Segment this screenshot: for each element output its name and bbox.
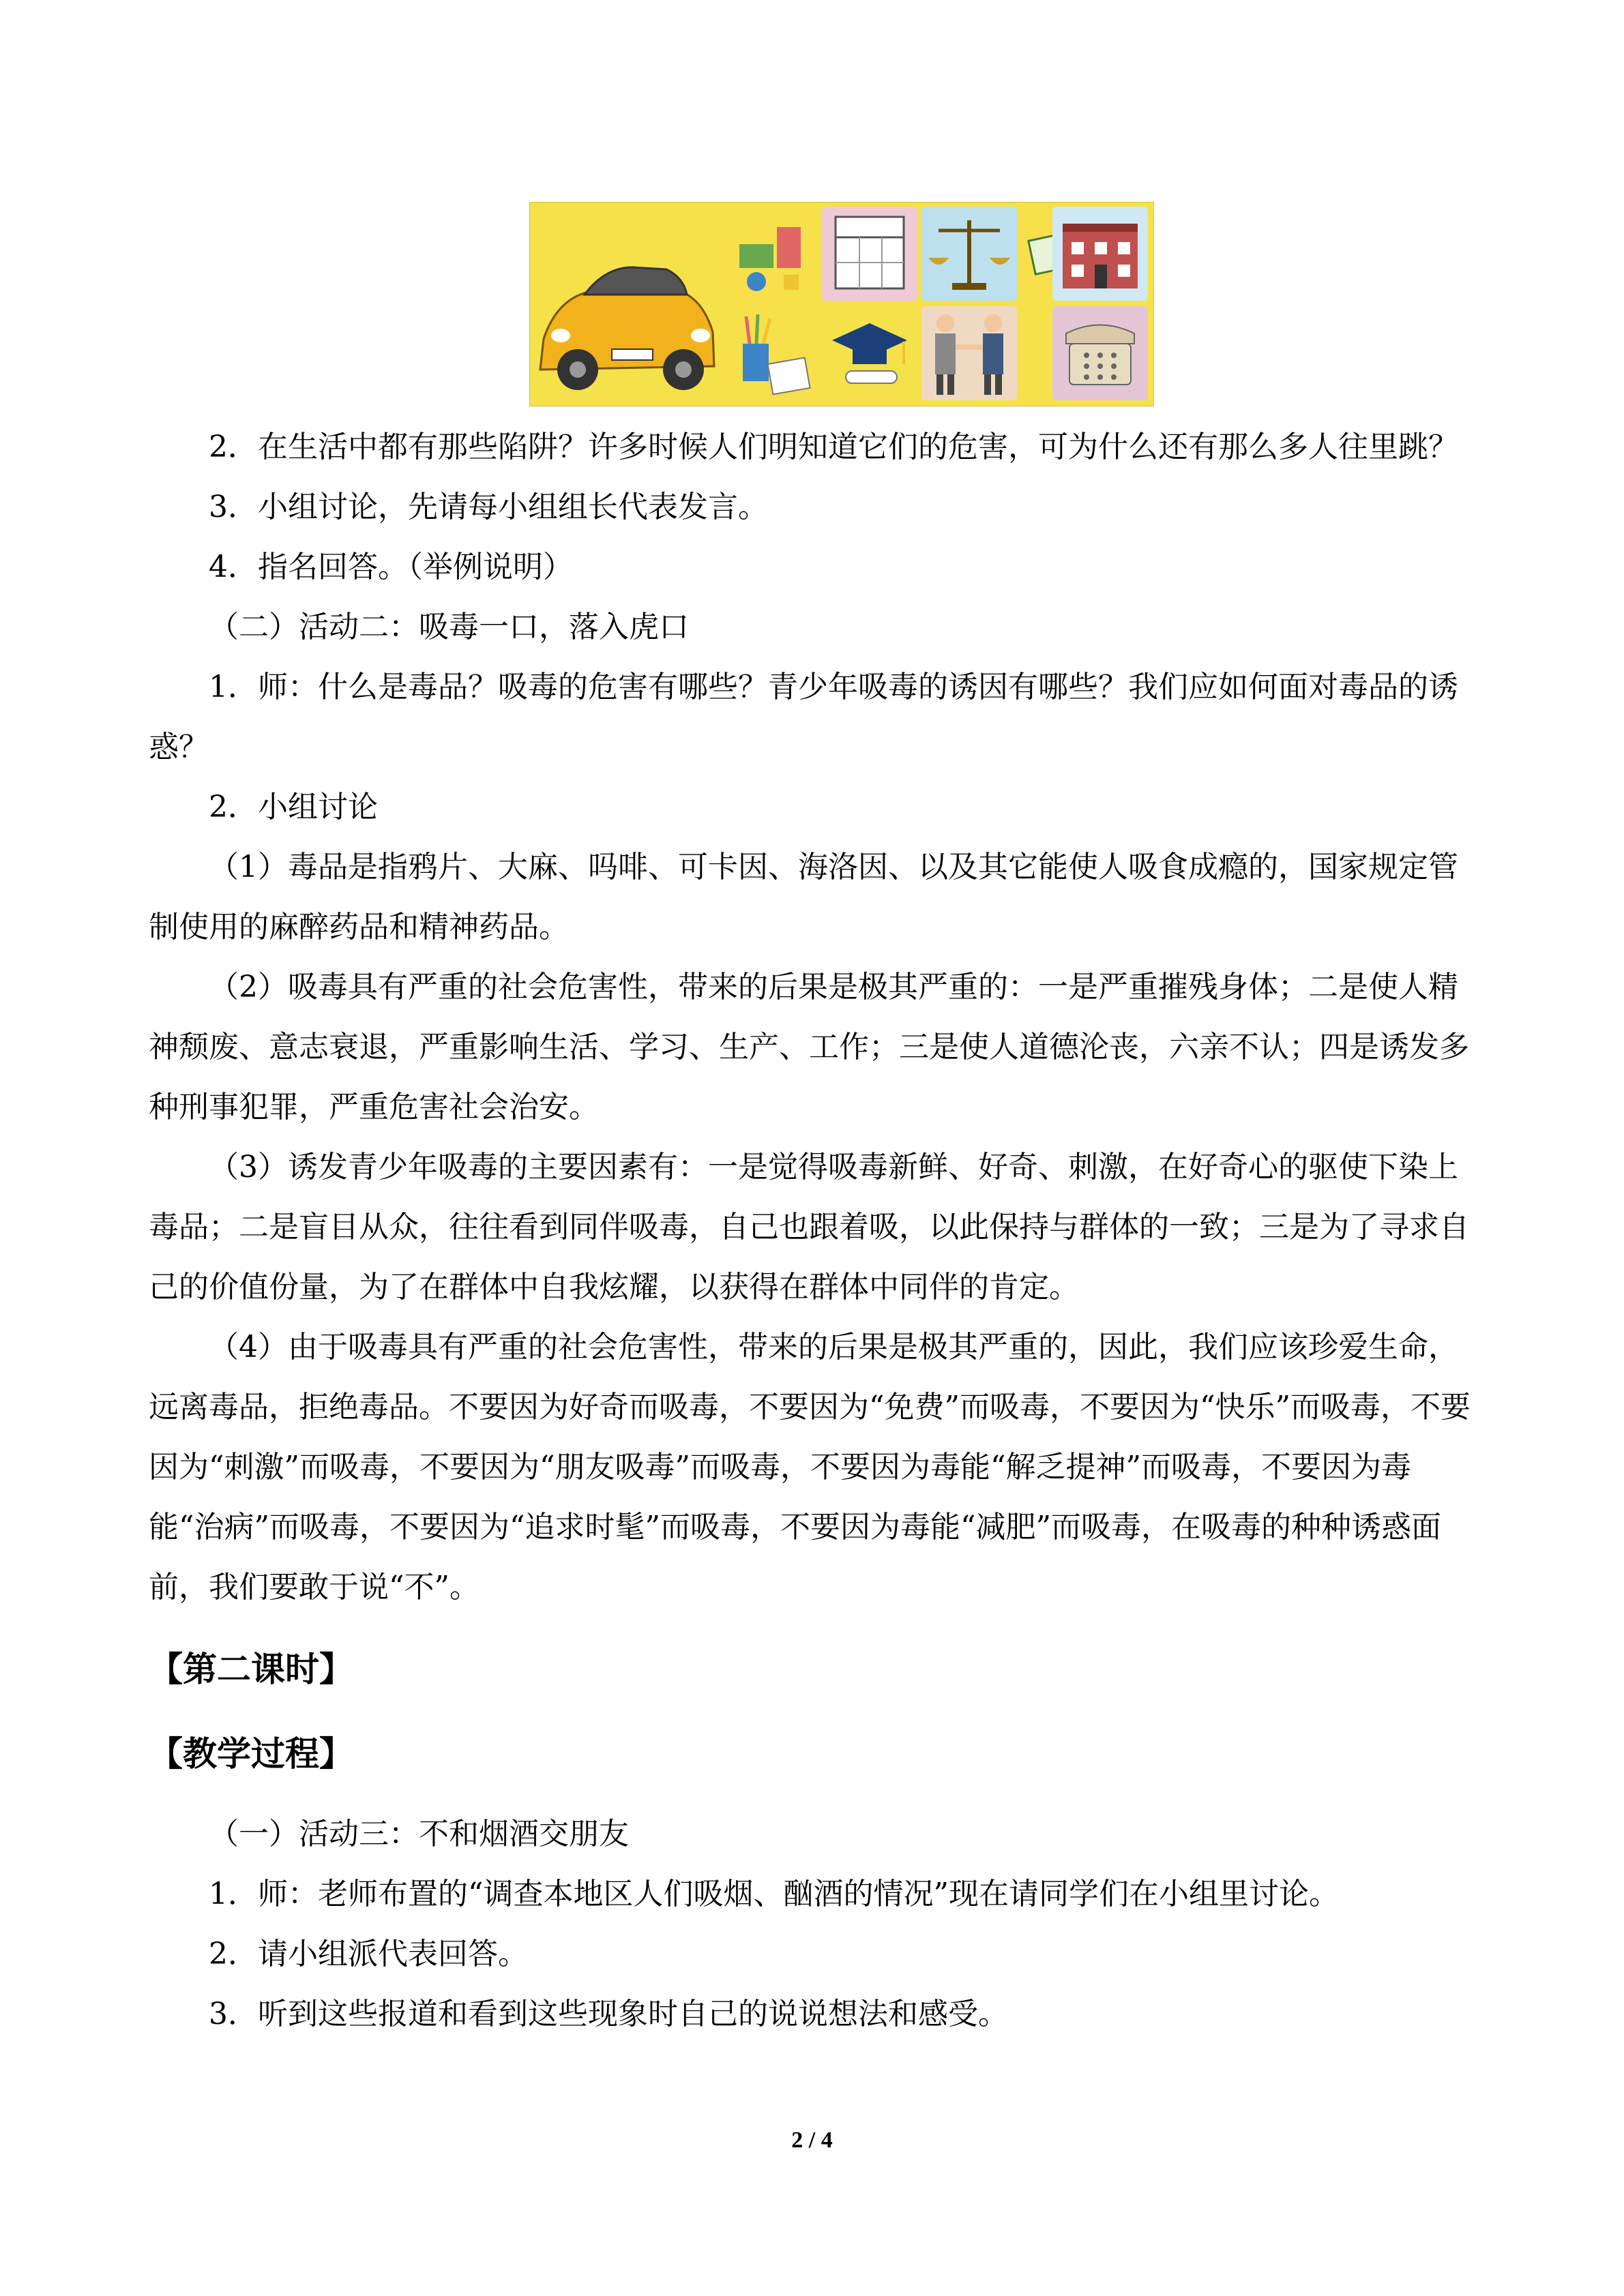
section-heading: 【第二课时】 [149,1650,353,1689]
graduation-cap-icon [822,306,917,400]
page-number: 2 / 4 [791,2128,833,2153]
paragraph: 2．请小组派代表回答。 [209,1937,528,1971]
paragraph: 1．师：老师布置的“调查本地区人们吸烟、酗酒的情况”现在请同学们在小组里讨论。 [209,1877,1339,1911]
pencils-icon [722,306,818,400]
paragraph: （一）活动三：不和烟酒交朋友 [209,1817,629,1851]
paragraph: 3．听到这些报道和看到这些现象时自己的说说想法和感受。 [209,1997,1008,2031]
paragraph: （二）活动二：吸毒一口，落入虎口 [209,610,689,644]
body-text [149,417,1475,2044]
toys-icon [722,207,818,301]
paragraph: 4．指名回答。（举例说明） [209,550,573,584]
building-icon [1052,207,1148,301]
paragraph: 1．师：什么是毒品？吸毒的危害有哪些？青少年吸毒的诱因有哪些？我们应如何面对毒品的诱惑？ [149,670,1458,764]
scales-icon [921,207,1017,301]
paragraph: 2．小组讨论 [209,790,378,824]
illustration [529,202,1154,406]
paragraph: （3）诱发青少年吸毒的主要因素有：一是觉得吸毒新鲜、好奇、刺激，在好奇心的驱使下染上毒品；二是盲目从众，往往看到同伴吸毒，自己也跟着吸，以此保持与群体的一致；三是为了寻求自己的价值份量，为了在群体中自我炫耀，以获得在群体中同伴的肯定。 [149,1150,1469,1304]
paragraph: 3．小组讨论，先请每小组组长代表发言。 [209,490,768,524]
calendar-icon [822,207,917,301]
paragraph: （4）由于吸毒具有严重的社会危害性，带来的后果是极其严重的，因此，我们应该珍爱生命，远离毒品，拒绝毒品。不要因为好奇而吸毒，不要因为“免费”而吸毒，不要因为“快乐”而吸毒，不要因为“刺激”而吸毒，不要因为“朋友吸毒”而吸毒，不要因为毒能“解乏提神”而吸毒，不要因为毒能“治病”而吸毒，不要因为“追求时髦”而吸毒，不要因为毒能“减肥”而吸毒，在吸毒的种种诱惑面前，我们要敢于说“不”。 [149,1330,1471,1605]
paragraph: （1）毒品是指鸦片、大麻、吗啡、可卡因、海洛因、以及其它能使人吸食成瘾的，国家规定管制使用的麻醉药品和精神药品。 [149,850,1458,944]
telephone-icon [1052,306,1148,400]
paragraph: 2．在生活中都有那些陷阱？许多时候人们明知道它们的危害，可为什么还有那么多人往里跳？ [209,430,1458,464]
paragraph: （2）吸毒具有严重的社会危害性，带来的后果是极其严重的：一是严重摧残身体；二是使人精神颓废、意志衰退，严重影响生活、学习、生产、工作；三是使人道德沦丧，六亲不认；四是诱发多种刑事犯罪，严重危害社会治安。 [149,970,1469,1124]
car-icon [530,203,721,406]
section-heading: 【教学过程】 [149,1734,353,1774]
handshake-icon [921,306,1017,400]
